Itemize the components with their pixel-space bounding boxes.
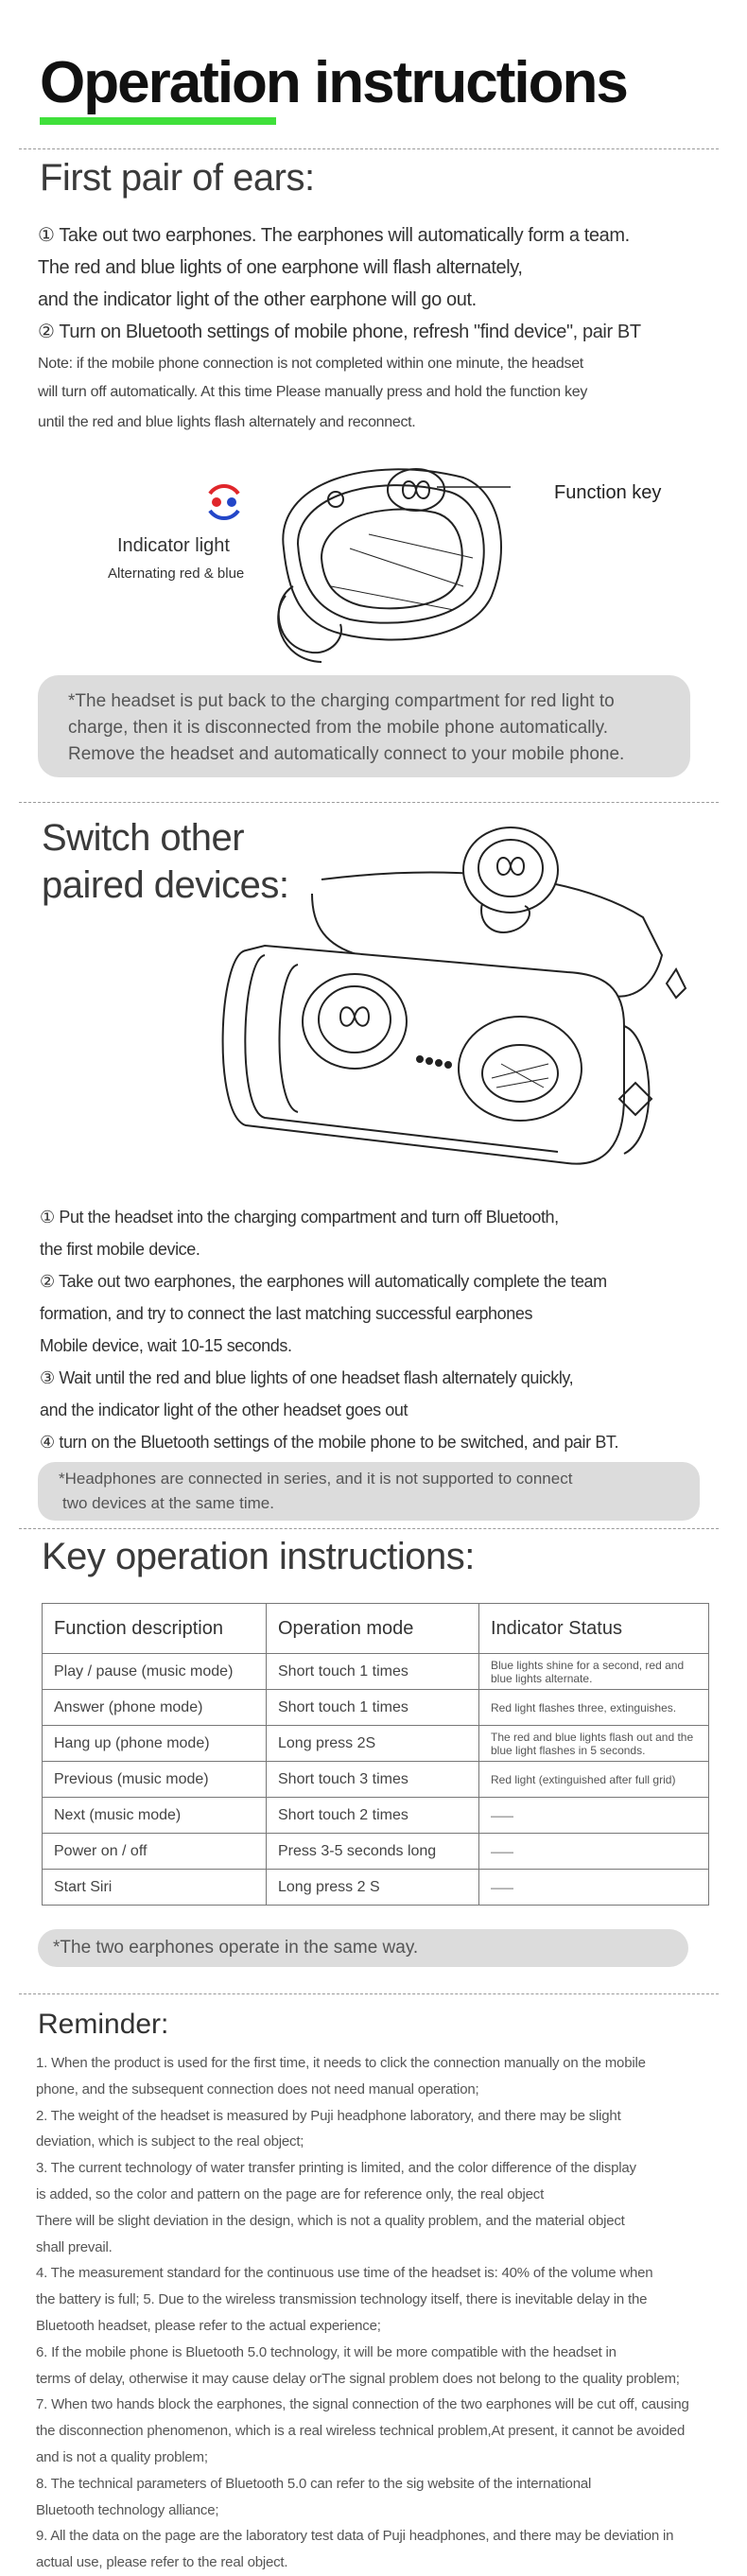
operation-cell: Short touch 3 times: [267, 1762, 479, 1798]
reminder-line: terms of delay, otherwise it may cause delay orThe signal problem does not belong to the quality problem;: [36, 2370, 680, 2387]
switch-step-line: the first mobile device.: [40, 1240, 200, 1259]
operation-cell: Short touch 1 times: [267, 1654, 479, 1690]
earbud-illustration: [180, 444, 548, 671]
function-cell: Play / pause (music mode): [43, 1654, 267, 1690]
charging-case-illustration: [208, 804, 700, 1201]
first-pair-note: Note: if the mobile phone connection is not completed within one minute, the headset: [38, 356, 583, 372]
table-row: [43, 1798, 709, 1834]
title-underline: [40, 117, 276, 125]
indicator-light-sub: Alternating red & blue: [108, 566, 245, 582]
indicator-cell: ——: [479, 1870, 709, 1906]
reminder-line: Bluetooth headset, please refer to the actual experience;: [36, 2317, 381, 2334]
indicator-cell: ——: [479, 1834, 709, 1870]
switch-step-line: ① Put the headset into the charging compartment and turn off Bluetooth,: [40, 1208, 559, 1227]
switch-heading-1: Switch other: [42, 817, 245, 859]
function-cell: Start Siri: [43, 1870, 267, 1906]
reminder-line: is added, so the color and pattern on the page are for reference only, the real object: [36, 2185, 545, 2202]
indicator-light-icon: [202, 480, 246, 524]
first-pair-line: and the indicator light of the other earphone will go out.: [38, 289, 477, 310]
first-pair-note: will turn off automatically. At this time Please manually press and hold the function key: [38, 384, 588, 400]
same-way-note: *The two earphones operate in the same way.: [53, 1938, 419, 1958]
column-header: Operation mode: [267, 1604, 479, 1654]
function-cell: Next (music mode): [43, 1798, 267, 1834]
reminder-line: 6. If the mobile phone is Bluetooth 5.0 technology, it will be more compatible with the headset in: [36, 2343, 617, 2360]
table-row: [43, 1726, 709, 1762]
reminder-line: 2. The weight of the headset is measured by Puji headphone laboratory, and there may be slight: [36, 2107, 621, 2124]
first-pair-line: ② Turn on Bluetooth settings of mobile phone, refresh "find device", pair BT: [38, 322, 641, 342]
first-pair-note: until the red and blue lights flash alternately and reconnect.: [38, 414, 416, 430]
column-header: Function description: [43, 1604, 267, 1654]
reminder-line: and is not a quality problem;: [36, 2448, 208, 2465]
divider: [19, 1528, 719, 1529]
indicator-light-label: Indicator light: [117, 535, 230, 556]
switch-step-line: ③ Wait until the red and blue lights of one headset flash alternately quickly,: [40, 1368, 574, 1387]
switch-step-line: ② Take out two earphones, the earphones will automatically complete the team: [40, 1272, 607, 1291]
switch-step-line: formation, and try to connect the last matching successful earphones: [40, 1304, 533, 1323]
table-row: [43, 1690, 709, 1726]
indicator-cell: Red light (extinguished after full grid): [479, 1762, 709, 1798]
page-title: Operation instructions: [40, 50, 627, 115]
table-header-row: [43, 1604, 709, 1654]
key-ops-table: [42, 1603, 709, 1906]
operation-cell: Long press 2 S: [267, 1870, 479, 1906]
operation-cell: Long press 2S: [267, 1726, 479, 1762]
table-row: [43, 1654, 709, 1690]
reminder-heading: Reminder:: [38, 2009, 169, 2040]
charging-note-line: charge, then it is disconnected from the mobile phone automatically.: [68, 718, 609, 738]
operation-cell: Short touch 1 times: [267, 1690, 479, 1726]
function-cell: Hang up (phone mode): [43, 1726, 267, 1762]
table-row: [43, 1762, 709, 1798]
reminder-line: 9. All the data on the page are the laboratory test data of Puji headphones, and there may be deviation in: [36, 2528, 674, 2545]
reminder-line: actual use, please refer to the real object.: [36, 2554, 288, 2571]
key-ops-heading: Key operation instructions:: [42, 1536, 475, 1577]
indicator-cell: The red and blue lights flash out and the blue light flashes in 5 seconds.: [479, 1726, 709, 1762]
charging-note-line: *The headset is put back to the charging compartment for red light to: [68, 691, 615, 711]
switch-heading-2: paired devices:: [42, 864, 289, 906]
reminder-line: There will be slight deviation in the design, which is not a quality problem, and the material object: [36, 2212, 625, 2229]
divider: [19, 802, 719, 803]
first-pair-line: The red and blue lights of one earphone will flash alternately,: [38, 257, 523, 278]
series-note-line: two devices at the same time.: [62, 1494, 274, 1512]
operation-cell: Short touch 2 times: [267, 1798, 479, 1834]
table-row: [43, 1870, 709, 1906]
reminder-list: [36, 2050, 689, 2576]
switch-step-line: ④ turn on the Bluetooth settings of the mobile phone to be switched, and pair BT.: [40, 1433, 619, 1452]
switch-step-line: and the indicator light of the other headset goes out: [40, 1401, 408, 1419]
indicator-cell: Blue lights shine for a second, red and blue lights alternate.: [479, 1654, 709, 1690]
charging-note-line: Remove the headset and automatically connect to your mobile phone.: [68, 744, 625, 764]
reminder-line: deviation, which is subject to the real object;: [36, 2133, 304, 2150]
indicator-cell: Red light flashes three, extinguishes.: [479, 1690, 709, 1726]
function-cell: Answer (phone mode): [43, 1690, 267, 1726]
reminder-line: Bluetooth technology alliance;: [36, 2501, 219, 2518]
series-note-line: *Headphones are connected in series, and it is not supported to connect: [59, 1470, 573, 1488]
reminder-line: 7. When two hands block the earphones, the signal connection of the two earphones will be cut off, causing: [36, 2396, 689, 2413]
divider: [19, 1993, 719, 1994]
reminder-line: the disconnection phenomenon, which is a real wireless technical problem,At present, it cannot be avoided: [36, 2423, 686, 2440]
reminder-line: shall prevail.: [36, 2238, 113, 2255]
function-cell: Previous (music mode): [43, 1762, 267, 1798]
reminder-line: 4. The measurement standard for the continuous use time of the headset is: 40% of the volume when: [36, 2265, 653, 2282]
function-cell: Power on / off: [43, 1834, 267, 1870]
reminder-line: 1. When the product is used for the first time, it needs to click the connection manually on the mobile: [36, 2055, 646, 2071]
operation-cell: Press 3-5 seconds long: [267, 1834, 479, 1870]
reminder-line: 8. The technical parameters of Bluetooth 5.0 can refer to the sig website of the international: [36, 2475, 592, 2492]
first-pair-line: ① Take out two earphones. The earphones will automatically form a team.: [38, 225, 630, 246]
reminder-line: 3. The current technology of water transfer printing is limited, and the color difference of the display: [36, 2160, 636, 2177]
divider: [19, 148, 719, 149]
switch-step-line: Mobile device, wait 10-15 seconds.: [40, 1336, 292, 1355]
indicator-cell: ——: [479, 1798, 709, 1834]
function-key-label: Function key: [554, 482, 662, 503]
column-header: Indicator Status: [479, 1604, 709, 1654]
reminder-line: the battery is full; 5. Due to the wireless transmission technology itself, there is inevitable delay in the: [36, 2291, 648, 2308]
table-row: [43, 1834, 709, 1870]
reminder-line: phone, and the subsequent connection does not need manual operation;: [36, 2080, 479, 2097]
first-pair-heading: First pair of ears:: [40, 157, 315, 199]
